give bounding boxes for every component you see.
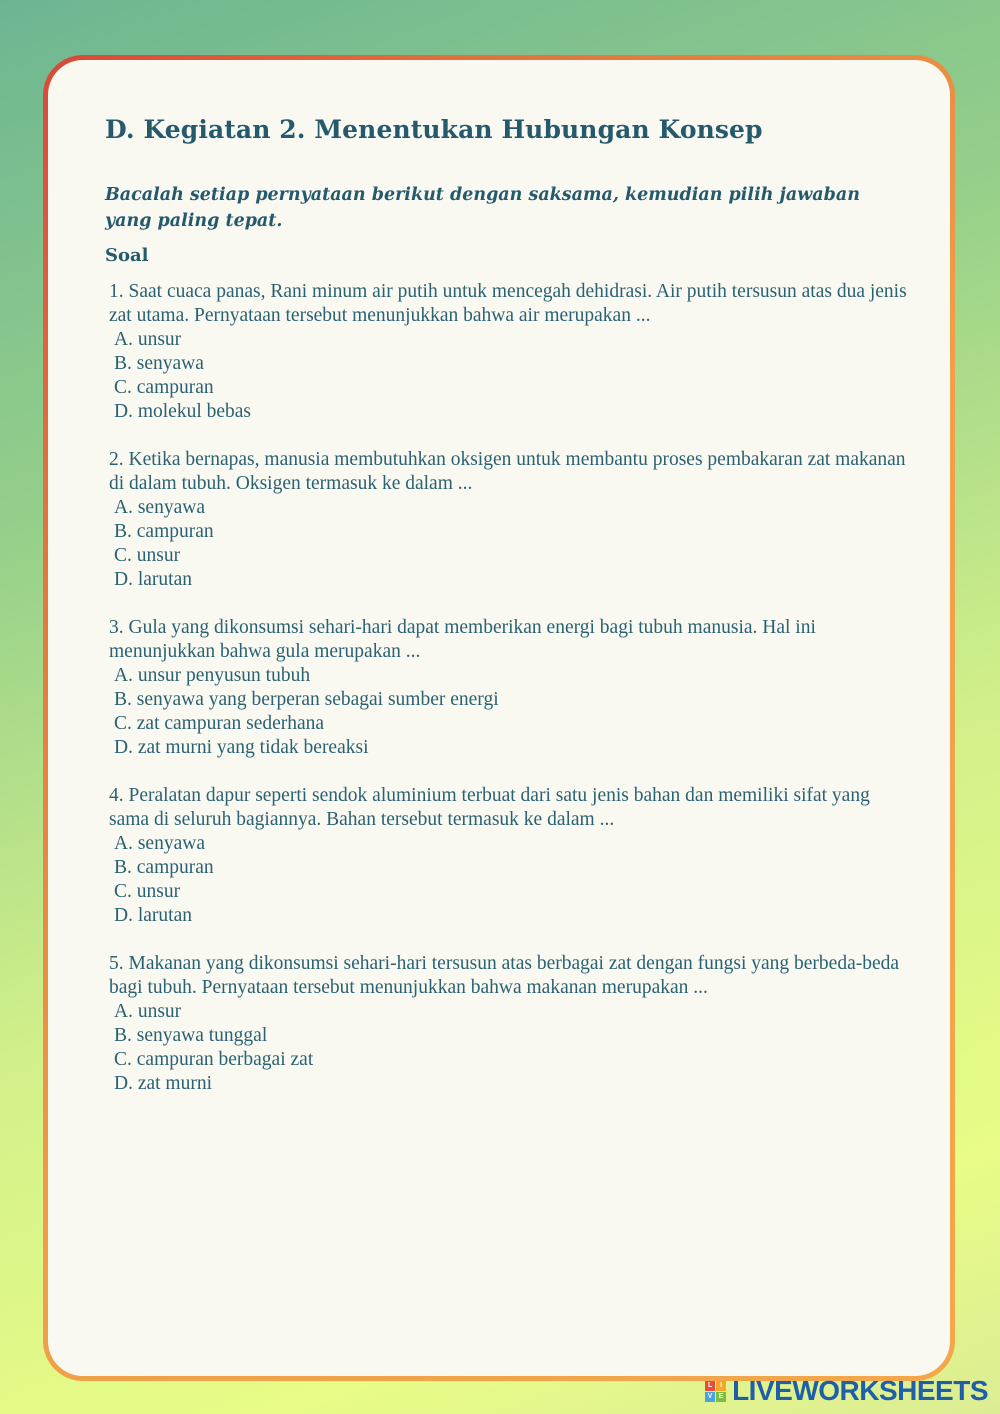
- question-item: [109, 448, 909, 592]
- answer-option[interactable]: B. senyawa tunggal: [114, 1025, 268, 1046]
- answer-option[interactable]: D. zat murni: [114, 1073, 213, 1094]
- answer-option[interactable]: C. unsur: [114, 881, 181, 902]
- answer-option[interactable]: B. senyawa: [114, 353, 204, 374]
- answer-option[interactable]: D. larutan: [114, 569, 192, 590]
- logo-tile: E: [716, 1392, 726, 1402]
- answer-option[interactable]: C. campuran: [114, 377, 214, 398]
- question-list: [109, 280, 909, 1120]
- answer-option[interactable]: A. unsur penyusun tubuh: [114, 665, 311, 686]
- question-item: [109, 784, 909, 928]
- answer-option[interactable]: A. senyawa: [114, 497, 205, 518]
- question-stem: 1. Saat cuaca panas, Rani minum air putih untuk mencegah dehidrasi. Air putih tersusun atas dua jenis zat utama. Pernyataan tersebut menunjukkan bahwa air merupakan ...: [109, 281, 907, 326]
- answer-option[interactable]: D. zat murni yang tidak bereaksi: [114, 737, 369, 758]
- question-stem: 4. Peralatan dapur seperti sendok aluminium terbuat dari satu jenis bahan dan memiliki sifat yang sama di seluruh bagiannya. Bahan tersebut termasuk ke dalam ...: [109, 785, 870, 830]
- liveworksheets-logo[interactable]: [705, 1376, 988, 1406]
- question-stem: 3. Gula yang dikonsumsi sehari-hari dapat memberikan energi bagi tubuh manusia. Hal ini menunjukkan bahwa gula merupakan ...: [109, 617, 816, 662]
- brand-name: LIVEWORKSHEETS: [732, 1375, 988, 1406]
- question-item: [109, 616, 909, 760]
- logo-tile: L: [705, 1381, 715, 1391]
- answer-option[interactable]: A. unsur: [114, 1001, 182, 1022]
- section-label: Soal: [105, 245, 149, 266]
- answer-option[interactable]: D. molekul bebas: [114, 401, 252, 422]
- answer-option[interactable]: B. campuran: [114, 857, 214, 878]
- answer-option[interactable]: A. senyawa: [114, 833, 205, 854]
- question-item: [109, 952, 909, 1096]
- question-stem: 5. Makanan yang dikonsumsi sehari-hari tersusun atas berbagai zat dengan fungsi yang berbeda-beda bagi tubuh. Pernyataan tersebut menunjukkan bahwa makanan merupakan ...: [109, 953, 900, 998]
- instruction-text: Bacalah setiap pernyataan berikut dengan saksama, kemudian pilih jawaban yang paling tepat.: [105, 185, 860, 231]
- question-stem: 2. Ketika bernapas, manusia membutuhkan oksigen untuk membantu proses pembakaran zat makanan di dalam tubuh. Oksigen termasuk ke dalam ...: [109, 449, 906, 494]
- answer-option[interactable]: B. campuran: [114, 521, 214, 542]
- liveworksheets-icon: [705, 1381, 726, 1402]
- logo-tile: I: [716, 1381, 726, 1391]
- worksheet-frame: [43, 55, 955, 1381]
- answer-option[interactable]: D. larutan: [114, 905, 192, 926]
- answer-option[interactable]: A. unsur: [114, 329, 182, 350]
- logo-tile: V: [705, 1392, 715, 1402]
- answer-option[interactable]: C. campuran berbagai zat: [114, 1049, 314, 1070]
- answer-option[interactable]: C. unsur: [114, 545, 181, 566]
- question-item: [109, 280, 909, 424]
- answer-option[interactable]: C. zat campuran sederhana: [114, 713, 325, 734]
- worksheet-card: [48, 60, 950, 1376]
- page-title: D. Kegiatan 2. Menentukan Hubungan Konsep: [105, 115, 763, 144]
- answer-option[interactable]: B. senyawa yang berperan sebagai sumber energi: [114, 689, 499, 710]
